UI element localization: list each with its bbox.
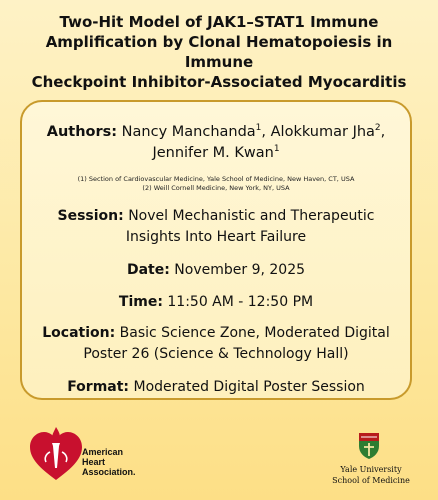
date-label: Date:	[126, 262, 170, 278]
author-name: Nancy Manchanda	[121, 124, 256, 140]
shield-icon	[358, 432, 380, 460]
author-separator: ,	[261, 124, 271, 140]
location-row	[22, 323, 410, 365]
location-value: Poster 26 (Science & Technology Hall)	[83, 346, 349, 362]
location-value: Basic Science Zone, Moderated Digital	[119, 325, 390, 341]
date-row	[22, 260, 410, 281]
yale-wordmark: Yale University School of Medicine	[332, 465, 410, 485]
author-affiliation-mark: 2	[374, 123, 381, 134]
time-label: Time:	[118, 294, 163, 310]
author-separator: ,	[380, 124, 386, 140]
session-label: Session:	[57, 208, 124, 224]
format-value: Moderated Digital Poster Session	[133, 379, 365, 395]
authors-label: Authors:	[46, 124, 118, 140]
author-affiliation-mark: 1	[273, 144, 280, 155]
location-label: Location:	[42, 325, 116, 341]
author-affiliation-mark: 1	[255, 123, 262, 134]
time-row	[22, 292, 410, 313]
session-value: Insights Into Heart Failure	[125, 229, 307, 245]
title-line: Amplification by Clonal Hematopoiesis in Immune	[45, 33, 393, 71]
author-name: Jennifer M. Kwan	[152, 145, 274, 161]
session-row	[22, 206, 410, 248]
time-value: 11:50 AM - 12:50 PM	[167, 294, 314, 310]
authors-row	[22, 122, 410, 164]
title-line: Two-Hit Model of JAK1–STAT1 Immune	[59, 13, 379, 31]
author-name: Alokkumar Jha	[270, 124, 375, 140]
affiliations	[22, 175, 410, 193]
affiliation-line: (1) Section of Cardiovascular Medicine, Yale School of Medicine, New Haven, CT, USA	[77, 175, 355, 183]
title-line: Checkpoint Inhibitor-Associated Myocarditis	[31, 73, 407, 91]
poster-title	[20, 12, 418, 92]
session-value: Novel Mechanistic and Therapeutic	[128, 208, 375, 224]
details-card	[20, 100, 412, 400]
aha-wordmark: American Heart Association.	[82, 447, 136, 477]
format-label: Format:	[67, 379, 130, 395]
heart-torch-icon	[26, 424, 86, 484]
format-row	[22, 377, 410, 398]
date-value: November 9, 2025	[174, 262, 306, 278]
affiliation-line: (2) Weill Cornell Medicine, New York, NY, USA	[142, 184, 290, 192]
